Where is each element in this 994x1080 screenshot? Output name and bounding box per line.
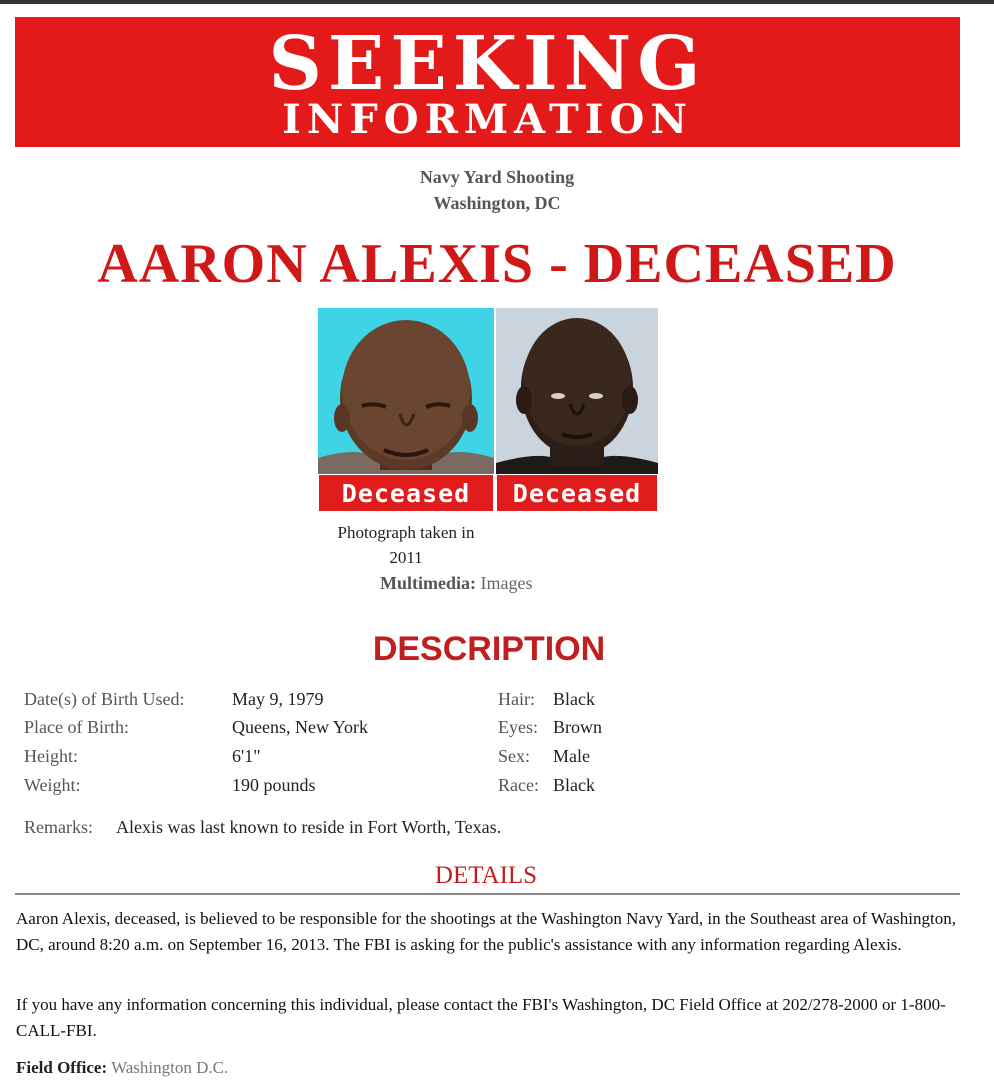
deceased-tag-2: Deceased [496, 474, 658, 512]
details-paragraph-2: If you have any information concerning this individual, please contact the FBI's Washington, DC Field Office at 202/278-2000 or 1-800-CALL-FBI. [16, 995, 946, 1040]
eyes-label: Eyes: [498, 717, 538, 737]
details-heading: DETAILS [434, 862, 538, 889]
portrait-image [496, 308, 658, 474]
field-office-label: Field Office: [16, 1058, 108, 1077]
top-border [0, 0, 994, 4]
subject-name: AARON ALEXIS - DECEASED [97, 233, 897, 295]
portrait-image [318, 308, 494, 474]
height-value: 6'1" [232, 746, 261, 766]
details-divider [15, 893, 960, 895]
remarks-value: Alexis was last known to reside in Fort Worth, Texas. [116, 817, 502, 837]
subject-photo-1[interactable] [318, 308, 494, 474]
hair-label: Hair: [498, 689, 535, 709]
birthplace-value: Queens, New York [232, 717, 368, 737]
birthplace-label: Place of Birth: [24, 717, 129, 737]
photo-caption [318, 520, 494, 570]
case-location: Washington, DC [433, 193, 561, 213]
field-office-link[interactable]: Washington D.C. [111, 1058, 229, 1077]
height-label: Height: [24, 746, 78, 766]
dob-label: Date(s) of Birth Used: [24, 689, 185, 709]
caption-line: Photograph taken in [337, 523, 475, 542]
multimedia-label: Multimedia: [380, 573, 476, 593]
images-link[interactable]: Images [480, 573, 533, 593]
description-heading: DESCRIPTION [372, 630, 606, 668]
case-title: Navy Yard Shooting [419, 167, 575, 187]
eyes-value: Brown [553, 717, 602, 737]
race-value: Black [553, 775, 595, 795]
banner-subtitle: INFORMATION [282, 96, 693, 143]
sex-label: Sex: [498, 746, 531, 766]
caption-year: 2011 [389, 548, 423, 567]
multimedia-row [380, 573, 532, 594]
weight-value: 190 pounds [232, 775, 316, 795]
sex-value: Male [553, 746, 590, 766]
field-office-row [16, 1058, 228, 1078]
seeking-information-banner [15, 17, 960, 147]
deceased-tag-1: Deceased [318, 474, 494, 512]
race-label: Race: [498, 775, 539, 795]
subject-photo-2[interactable] [496, 308, 658, 474]
weight-label: Weight: [24, 775, 81, 795]
dob-value: May 9, 1979 [232, 689, 324, 709]
remarks-label: Remarks: [24, 817, 93, 837]
details-paragraph-1: Aaron Alexis, deceased, is believed to be responsible for the shootings at the Washington Navy Yard, in the Southeast area of Washington, DC, around 8:20 a.m. on September 16, 2013. The FBI is asking for the public's assistance with any information regarding Alexis. [16, 909, 956, 954]
banner-title: SEEKING [268, 21, 707, 107]
hair-value: Black [553, 689, 595, 709]
